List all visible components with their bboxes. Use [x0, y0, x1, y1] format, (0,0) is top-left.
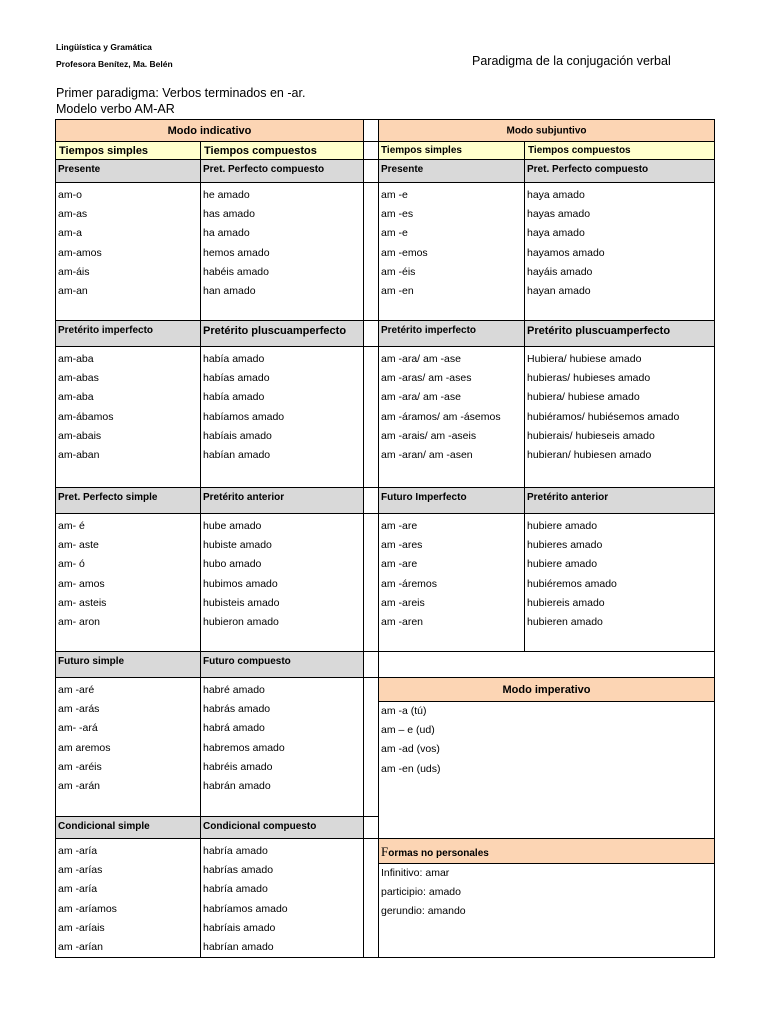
conjugation-form: hayas amado [527, 208, 591, 221]
sub-comp-subheader [524, 141, 715, 160]
spacer-cell [363, 487, 379, 514]
conjugation-form: am -arías [58, 864, 103, 877]
tense-header-label: Presente [58, 164, 101, 175]
tense-header-label: Pretérito anterior [527, 492, 609, 503]
conjugation-form: hubisteis amado [203, 596, 280, 609]
tense-header-label: Pret. Perfecto compuesto [527, 164, 649, 175]
spacer-cell [363, 838, 379, 958]
conjugation-form: has amado [203, 208, 255, 221]
conjugation-form: habíamos amado [203, 410, 285, 423]
tense-body [200, 182, 364, 321]
conjugation-form: habré amado [203, 684, 265, 696]
imperativo-body [378, 701, 715, 839]
tense-body [200, 513, 364, 652]
conjugation-list [58, 350, 113, 465]
tense-body [524, 513, 715, 652]
conjugation-form: am- aron [58, 615, 101, 628]
conjugation-form: hayáis amado [527, 265, 593, 278]
conjugation-table [55, 119, 715, 957]
tense-body [55, 513, 201, 652]
conjugation-form: habían amado [203, 448, 271, 461]
conjugation-form: am -a (tú) [381, 705, 427, 717]
conjugation-form: habríamos amado [203, 902, 288, 915]
tense-body [524, 346, 715, 488]
conjugation-form: am -e [381, 189, 408, 201]
conjugation-form: había amado [203, 353, 265, 365]
tense-header [55, 159, 201, 183]
spacer-cell [363, 651, 379, 678]
conjugation-form: he amado [203, 189, 250, 201]
spacer-cell [363, 346, 379, 488]
spacer-cell [363, 816, 379, 839]
conjugation-form: am- asteis [58, 596, 107, 609]
header-course: Lingüística y Gramática [56, 42, 152, 52]
tense-header-label: Condicional compuesto [203, 821, 317, 832]
conjugation-form: am -ares [381, 539, 423, 552]
conjugation-form: había amado [203, 391, 265, 404]
conjugation-form: am-abais [58, 429, 102, 442]
spacer-cell [363, 141, 379, 160]
conjugation-list [58, 681, 111, 796]
tense-header-label: Futuro simple [58, 656, 125, 667]
formas-no-personales-label [381, 844, 489, 860]
tense-header [524, 159, 715, 183]
tense-header [55, 651, 201, 678]
page-title: Paradigma de la conjugación verbal [472, 54, 671, 68]
sub-simple-subheader [378, 141, 525, 160]
conjugation-form: am -arás [58, 703, 100, 716]
conjugation-form: am -ad (vos) [381, 743, 440, 756]
conjugation-form: hubieras/ hubieses amado [527, 372, 651, 385]
mood-imperativo-label: Modo imperativo [502, 683, 591, 696]
conjugation-list [203, 842, 288, 957]
conjugation-form: hubieres amado [527, 539, 603, 552]
conjugation-form: hayan amado [527, 284, 591, 297]
conjugation-form: habíais amado [203, 429, 272, 442]
conjugation-form: hubierais/ hubieseis amado [527, 429, 655, 442]
conjugation-form: hubimos amado [203, 577, 278, 590]
conjugation-form: hubo amado [203, 558, 262, 571]
tense-header-label: Pretérito imperfecto [58, 325, 154, 336]
tense-header-label: Pretérito pluscuamperfecto [527, 325, 671, 337]
conjugation-form: am -e [381, 227, 408, 240]
conjugation-form: hubiereis amado [527, 596, 605, 609]
tense-body [55, 838, 201, 958]
spacer-cell [363, 182, 379, 321]
conjugation-form: Infinitivo: amar [381, 867, 450, 879]
tense-body [378, 513, 525, 652]
formas-no-personales-header [378, 838, 715, 864]
conjugation-list [58, 517, 106, 632]
tense-header [200, 159, 364, 183]
conjugation-form: hubiere amado [527, 520, 598, 532]
conjugation-form: am-o [58, 189, 82, 201]
conjugation-form: am -arais/ am -aseis [381, 429, 477, 442]
conjugation-form: gerundio: amando [381, 905, 466, 918]
conjugation-form: am-as [58, 208, 88, 221]
tense-header-label: Pretérito pluscuamperfecto [203, 325, 347, 337]
conjugation-list [203, 681, 285, 796]
spacer-cell [363, 513, 379, 652]
imperativo-list [381, 702, 441, 779]
sub-comp-label: Tiempos compuestos [528, 145, 631, 156]
conjugation-form: participio: amado [381, 886, 461, 899]
conjugation-form: habremos amado [203, 741, 285, 754]
conjugation-form: am-a [58, 227, 82, 240]
conjugation-form: ha amado [203, 227, 250, 240]
conjugation-form: am -ara/ am -ase [381, 391, 461, 404]
conjugation-form: hemos amado [203, 246, 270, 259]
conjugation-list [203, 186, 270, 301]
conjugation-form: habrás amado [203, 703, 271, 716]
conjugation-list [203, 517, 279, 632]
conjugation-form: am-áis [58, 265, 90, 278]
conjugation-form: habría amado [203, 883, 268, 896]
conjugation-form: am -aríais [58, 921, 105, 934]
mood-indicativo-label: Modo indicativo [167, 124, 252, 137]
formas-first-letter: F [381, 844, 389, 859]
conjugation-form: am-an [58, 284, 88, 297]
conjugation-form: habías amado [203, 372, 270, 385]
conjugation-list [58, 186, 102, 301]
conjugation-form: hayamos amado [527, 246, 605, 259]
conjugation-form: habréis amado [203, 760, 273, 773]
spacer-cell [363, 677, 379, 817]
tense-header-label: Pret. Perfecto simple [58, 492, 158, 503]
intro-line-2: Modelo verbo AM-AR [56, 102, 175, 116]
conjugation-form: am-aba [58, 391, 94, 404]
conjugation-form: am -aréis [58, 760, 102, 773]
conjugation-form: hubiere amado [527, 558, 598, 571]
conjugation-form: am -ara/ am -ase [381, 353, 461, 365]
tense-body [55, 346, 201, 488]
conjugation-form: hubieran/ hubiesen amado [527, 448, 652, 461]
conjugation-form: am -es [381, 208, 414, 221]
conjugation-form: habría amado [203, 845, 268, 857]
conjugation-list [381, 186, 428, 301]
tense-header [200, 816, 364, 839]
conjugation-form: am -areis [381, 596, 425, 609]
conjugation-form: am-amos [58, 246, 102, 259]
conjugation-form: habríais amado [203, 921, 276, 934]
sub-simple-label: Tiempos simples [381, 145, 462, 156]
conjugation-form: am-ábamos [58, 410, 114, 423]
mood-subjuntivo-label: Modo subjuntivo [506, 125, 587, 136]
formas-no-personales-body [378, 863, 715, 958]
conjugation-form: am -arían [58, 940, 103, 953]
conjugation-form: hubiste amado [203, 539, 272, 552]
conjugation-form: am- amos [58, 577, 105, 590]
conjugation-form: am -aren [381, 615, 424, 628]
conjugation-form: am- aste [58, 539, 99, 552]
conjugation-form: am -emos [381, 246, 428, 259]
tense-body [378, 346, 525, 488]
tense-header [55, 816, 201, 839]
spacer-cell [363, 320, 379, 347]
spacer-cell [363, 119, 379, 142]
intro-line-1: Primer paradigma: Verbos terminados en -ar. [56, 86, 306, 100]
tense-header-label: Pretérito anterior [203, 492, 285, 503]
conjugation-form: haya amado [527, 189, 585, 201]
conjugation-list [527, 350, 679, 465]
ind-simple-subheader [55, 141, 201, 160]
conjugation-form: am-aban [58, 448, 100, 461]
conjugation-form: am -aras/ am -ases [381, 372, 472, 385]
tense-header [200, 651, 364, 678]
conjugation-form: am -aré [58, 684, 95, 696]
conjugation-form: hubiera/ hubiese amado [527, 391, 640, 404]
conjugation-form: habrán amado [203, 779, 271, 792]
tense-header-label: Pretérito imperfecto [381, 325, 477, 336]
ind-comp-subheader [200, 141, 364, 160]
conjugation-form: hubiéremos amado [527, 577, 617, 590]
mood-subjuntivo-header [378, 119, 715, 142]
conjugation-form: habéis amado [203, 265, 269, 278]
tense-header [55, 487, 201, 514]
tense-header [200, 487, 364, 514]
conjugation-form: han amado [203, 284, 256, 297]
conjugation-form: am -aríamos [58, 902, 117, 915]
conjugation-form: Hubiera/ hubiese amado [527, 353, 642, 365]
conjugation-form: am -are [381, 520, 418, 532]
formas-rest: ormas no personales [388, 848, 489, 859]
conjugation-form: habrá amado [203, 722, 265, 735]
tense-header-label: Futuro compuesto [203, 656, 291, 667]
tense-header [200, 320, 364, 347]
conjugation-form: hubiéramos/ hubiésemos amado [527, 410, 680, 423]
tense-header-label: Presente [381, 164, 424, 175]
conjugation-form: am- ó [58, 558, 85, 571]
conjugation-list [527, 186, 605, 301]
tense-header [524, 320, 715, 347]
conjugation-form: am -en [381, 284, 414, 297]
conjugation-form: hubieron amado [203, 615, 279, 628]
conjugation-form: am- -ará [58, 722, 98, 735]
formas-list [381, 864, 466, 922]
tense-body [524, 182, 715, 321]
conjugation-form: am -are [381, 558, 418, 571]
tense-header [378, 320, 525, 347]
tense-body [200, 346, 364, 488]
conjugation-form: am-aba [58, 353, 94, 365]
conjugation-form: am – e (ud) [381, 724, 435, 737]
conjugation-form: hubieren amado [527, 615, 603, 628]
tense-body [55, 677, 201, 817]
conjugation-list [58, 842, 117, 957]
conjugation-form: am -éis [381, 265, 416, 278]
conjugation-form: am -arán [58, 779, 101, 792]
conjugation-form: habrían amado [203, 940, 274, 953]
ind-comp-label: Tiempos compuestos [204, 145, 317, 157]
header-teacher: Profesora Benítez, Ma. Belén [56, 59, 173, 69]
ind-simple-label: Tiempos simples [59, 145, 149, 157]
conjugation-form: am -en (uds) [381, 762, 441, 775]
blank-cell [378, 651, 715, 678]
tense-body [200, 838, 364, 958]
tense-header [524, 487, 715, 514]
tense-body [55, 182, 201, 321]
conjugation-list [381, 517, 437, 632]
mood-imperativo-header [378, 677, 715, 702]
conjugation-form: am -áremos [381, 577, 438, 590]
tense-header [55, 320, 201, 347]
conjugation-form: am -áramos/ am -ásemos [381, 410, 501, 423]
conjugation-list [527, 517, 617, 632]
conjugation-form: haya amado [527, 227, 585, 240]
tense-body [200, 677, 364, 817]
conjugation-form: am- é [58, 520, 85, 532]
spacer-cell [363, 159, 379, 183]
tense-body [378, 182, 525, 321]
conjugation-form: am -aría [58, 883, 98, 896]
conjugation-form: am -aran/ am -asen [381, 448, 473, 461]
conjugation-form: hube amado [203, 520, 262, 532]
conjugation-list [203, 350, 284, 465]
conjugation-form: am-abas [58, 372, 99, 385]
conjugation-form: am -aría [58, 845, 98, 857]
tense-header [378, 487, 525, 514]
conjugation-list [381, 350, 501, 465]
tense-header-label: Pret. Perfecto compuesto [203, 164, 325, 175]
tense-header [378, 159, 525, 183]
mood-indicativo-header [55, 119, 364, 142]
tense-header-label: Condicional simple [58, 821, 150, 832]
conjugation-form: am aremos [58, 741, 111, 754]
conjugation-form: habrías amado [203, 864, 274, 877]
tense-header-label: Futuro Imperfecto [381, 492, 467, 503]
